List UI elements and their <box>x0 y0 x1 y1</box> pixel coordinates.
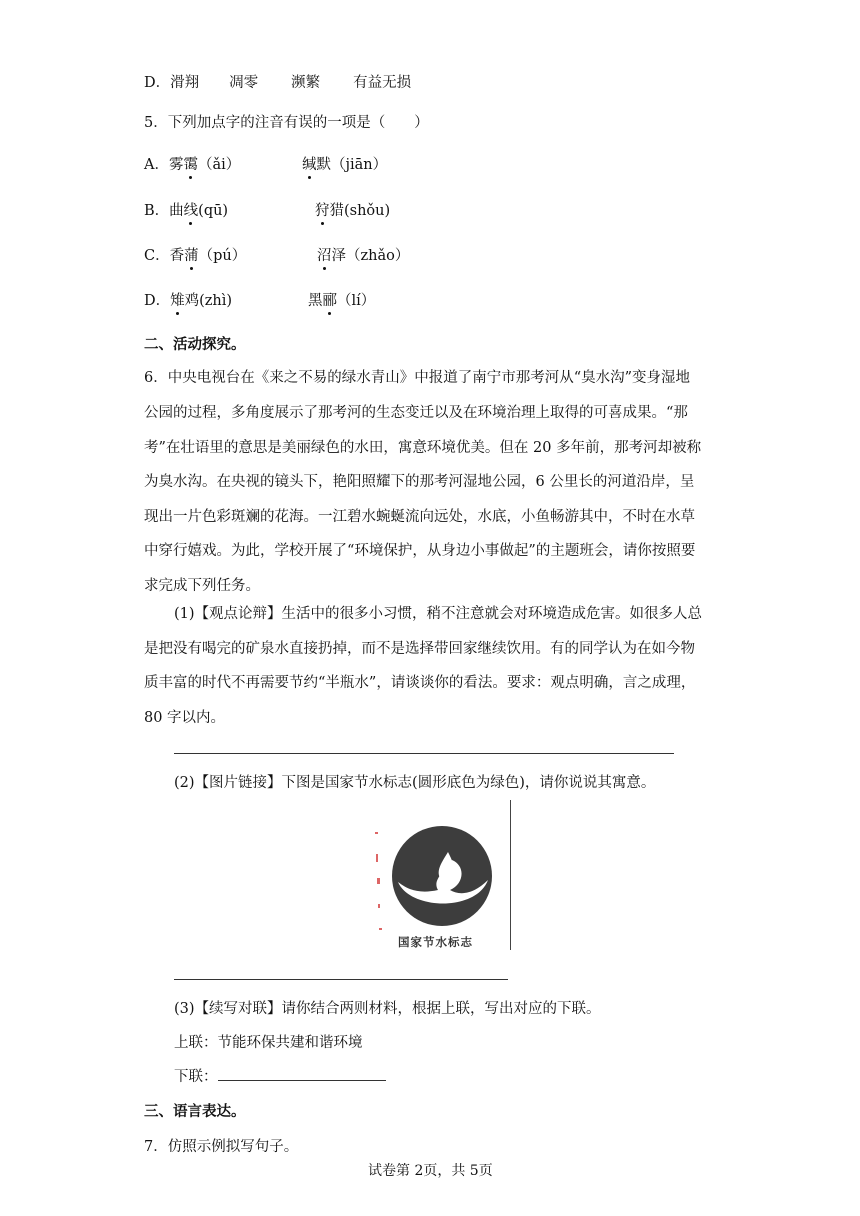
q6-sub1-line-3: 质丰富的时代不再需要节约“半瓶水”，请谈谈你的看法。要求：观点明确，言之成理， <box>144 675 696 691</box>
q5-option-b <box>144 199 228 220</box>
page-footer: 试卷第 2页，共 5页 <box>368 1163 493 1179</box>
q5-d2-pinyin: （lí） <box>337 293 376 309</box>
q6-line-2: 公园的过程，多角度展示了那考河的生态变迁以及在环境治理上取得的可喜成果。“那 <box>144 405 688 421</box>
answer-line-2[interactable] <box>174 979 508 980</box>
lower-couplet <box>174 1065 386 1086</box>
q5-a1-dot-char: 霭 <box>183 153 198 174</box>
q5-option-b2 <box>315 199 390 220</box>
q5-d1-pinyin: 鸡(zhì) <box>184 293 233 309</box>
q6-sub1-line-1: (1)【观点论辩】生活中的很多小习惯，稍不注意就会对环境造成危害。如很多人总 <box>174 606 703 622</box>
q4-d-word4: 有益无损 <box>353 75 412 91</box>
q5-c1-pre: C．香 <box>144 248 185 264</box>
q5-a2-pinyin: 默（jiān） <box>316 157 388 173</box>
q5-a2-dot-char: 缄 <box>302 153 317 174</box>
q5-b1-pre: B．曲 <box>144 203 184 219</box>
q6-sub1-line-2: 是把没有喝完的矿泉水直接扔掉，而不是选择带回家继续饮用。有的同学认为在如今物 <box>144 641 695 657</box>
lower-couplet-blank[interactable] <box>218 1066 386 1081</box>
q5-c1-dot-char: 蒲 <box>184 244 199 265</box>
q5-a1-pre: A．雾 <box>144 157 184 173</box>
water-drop-emblem-icon <box>390 824 494 928</box>
q5-d1-dot-char: 雉 <box>170 289 185 310</box>
q5-option-d2 <box>308 289 375 310</box>
answer-line-1[interactable] <box>174 753 674 754</box>
q6-line-6: 中穿行嬉戏。为此，学校开展了“环境保护，从身边小事做起”的主题班会，请你按照要 <box>144 543 696 559</box>
q6-sub1-line-4: 80 字以内。 <box>144 710 226 726</box>
q4-d-word2: 凋零 <box>229 75 259 91</box>
q6-line-5: 现出一片色彩斑斓的花海。一江碧水蜿蜒流向远处，水底，小鱼畅游其中，不时在水草 <box>144 509 695 525</box>
section-heading-2: 二、活动探究。 <box>144 336 246 353</box>
q5-d2-dot-char: 郦 <box>323 289 338 310</box>
q5-option-d <box>144 289 232 310</box>
q6-line-3: 考”在壮语里的意思是美丽绿色的水田，寓意环境优美。但在 20 多年前，那考河却被称 <box>144 440 702 456</box>
q5-c2-pinyin: 泽（zhǎo） <box>331 248 410 264</box>
section-heading-3: 三、语言表达。 <box>144 1103 246 1120</box>
upper-couplet: 上联：节能环保共建和谐环境 <box>174 1035 363 1051</box>
q6-line-4: 为臭水沟。在央视的镜头下，艳阳照耀下的那考河湿地公园，6 公里长的河道沿岸，呈 <box>144 474 695 490</box>
q5-stem: 5．下列加点字的注音有误的一项是（ ） <box>144 115 429 131</box>
q5-b1-dot-char: 线 <box>184 199 199 220</box>
q5-b1-pinyin: (qū) <box>198 203 229 219</box>
q5-option-c <box>144 244 246 265</box>
q5-b2-pinyin: 猎(shǒu) <box>329 203 391 219</box>
q5-option-a <box>144 153 240 174</box>
lower-couplet-label: 下联： <box>174 1069 218 1085</box>
q5-c1-pinyin: （pú） <box>198 248 247 264</box>
q5-option-c2 <box>317 244 409 265</box>
q4-option-d <box>144 71 411 92</box>
logo-caption: 国家节水标志 <box>398 935 473 949</box>
q5-option-a2 <box>302 153 387 174</box>
q5-a1-pinyin: （ǎi） <box>197 157 241 173</box>
q5-b2-dot-char: 狩 <box>315 199 330 220</box>
q5-d1-pre: D． <box>144 293 171 309</box>
q5-c2-dot-char: 沼 <box>317 244 332 265</box>
q7-stem: 7．仿照示例拟写句子。 <box>144 1139 299 1155</box>
q6-sub3: (3)【续写对联】请你结合两则材料，根据上联，写出对应的下联。 <box>174 1001 601 1017</box>
water-saving-logo <box>368 800 514 950</box>
q6-line-1: 6．中央电视台在《来之不易的绿水青山》中报道了南宁市那考河从“臭水沟”变身湿地 <box>144 370 691 386</box>
q5-d2-pre: 黑 <box>308 293 323 309</box>
q4-d-word3: 濒繁 <box>291 75 321 91</box>
q4-d-label: D．滑翔 <box>144 75 200 91</box>
q6-sub2: (2)【图片链接】下图是国家节水标志(圆形底色为绿色)，请你说说其寓意。 <box>174 775 656 791</box>
q6-line-7: 求完成下列任务。 <box>144 578 260 594</box>
